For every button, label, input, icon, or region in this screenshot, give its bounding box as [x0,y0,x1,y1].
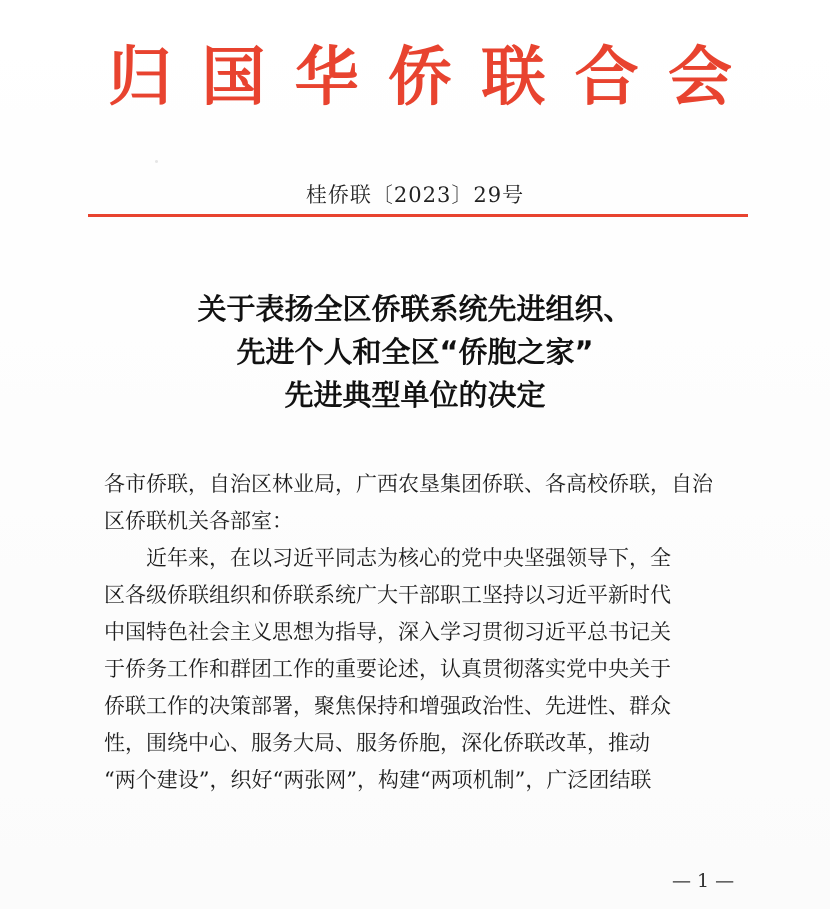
paragraph-line: 中国特色社会主义思想为指导，深入学习贯彻习近平总书记关 [104,620,671,644]
org-char: 侨 [387,41,452,115]
org-char: 国 [201,41,266,115]
paragraph-line: 近年来，在以习近平同志为核心的党中央坚强领导下，全 [146,546,671,570]
page-number: — 1 — [672,870,735,892]
document-title [0,288,830,417]
org-char: 归 [108,41,172,115]
paper-speck [155,160,158,163]
red-divider [88,214,748,217]
title-line: 关于表扬全区侨联系统先进组织、 [197,292,633,326]
paragraph-line: 区各级侨联组织和侨联系统广大干部职工坚持以习近平新时代 [104,583,671,607]
addressee-line: 各市侨联，自治区林业局，广西农垦集团侨联、各高校侨联，自治 [104,472,713,496]
title-line: 先进典型单位的决定 [284,378,546,412]
paragraph-line: 性，围绕中心、服务大局、服务侨胞，深化侨联改革，推动 [104,731,650,755]
document-body [104,466,756,799]
org-char: 联 [481,41,546,115]
document-number: 桂侨联〔2023〕29号 [305,183,525,207]
title-line: 先进个人和全区“侨胞之家” [236,335,594,369]
org-char: 会 [667,41,732,115]
paragraph-line: 于侨务工作和群团工作的重要论述，认真贯彻落实党中央关于 [104,657,671,681]
addressee-line: 区侨联机关各部室： [104,509,293,533]
paragraph-line: “两个建设”，织好“两张网”，构建“两项机制”，广泛团结联 [104,768,652,792]
org-char: 华 [294,41,359,115]
organization-header [100,36,740,120]
paragraph-line: 侨联工作的决策部署，聚焦保持和增强政治性、先进性、群众 [104,694,671,718]
org-char: 合 [574,41,639,115]
